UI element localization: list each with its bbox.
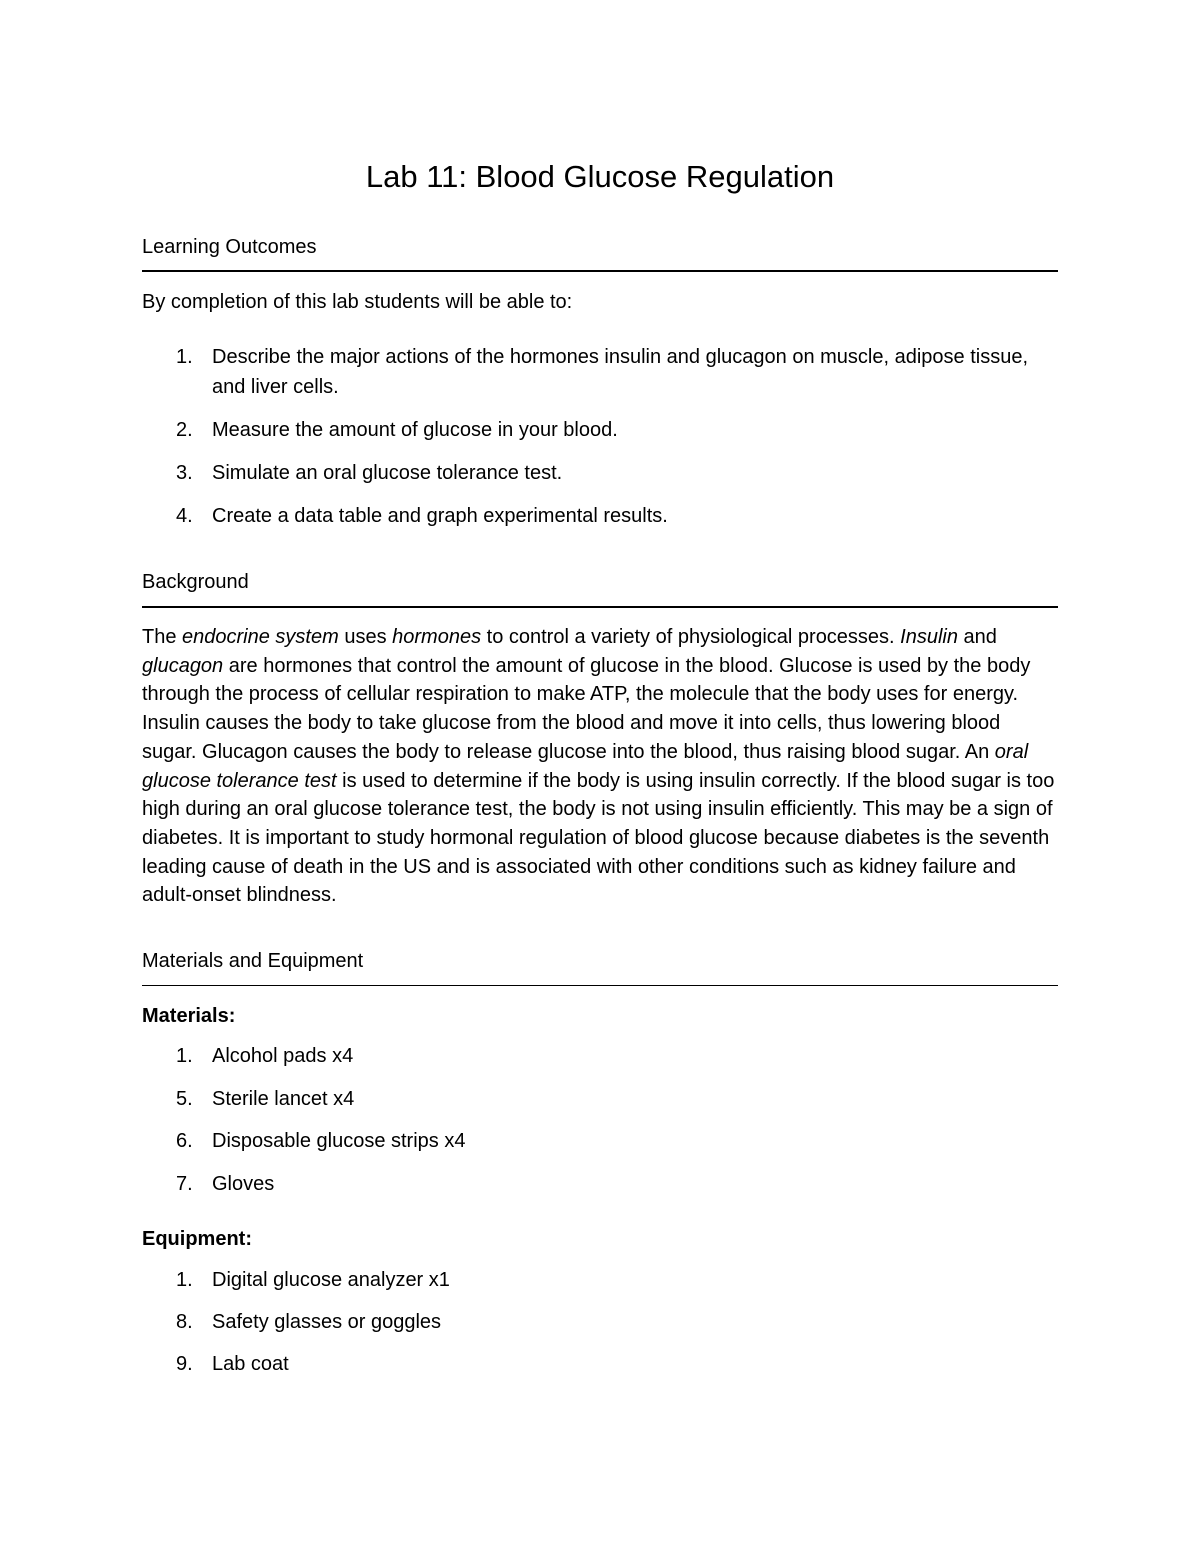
italic-term: glucagon <box>142 654 224 677</box>
section-rule <box>142 606 1058 608</box>
material-item <box>142 1127 1058 1157</box>
learning-outcomes-heading: Learning Outcomes <box>142 236 317 258</box>
list-number: 5. <box>176 1088 193 1110</box>
paragraph-text: The <box>142 626 183 648</box>
list-number: 4. <box>176 505 193 527</box>
list-number: 8. <box>176 1311 193 1333</box>
list-text: Digital glucose analyzer x1 <box>212 1269 450 1291</box>
paragraph-text: to control a variety of physiological processes. <box>481 626 901 648</box>
italic-term: endocrine system <box>182 626 339 648</box>
list-number: 6. <box>176 1130 193 1152</box>
list-number: 7. <box>176 1173 193 1195</box>
list-text: Simulate an oral glucose tolerance test. <box>212 462 563 484</box>
outcome-item <box>142 459 1058 489</box>
materials-label: Materials: <box>142 1005 236 1027</box>
italic-term: oral glucose tolerance test <box>142 740 1029 792</box>
list-text: Sterile lancet x4 <box>212 1088 355 1110</box>
list-number: 1. <box>176 346 193 368</box>
list-text: Disposable glucose strips x4 <box>212 1130 466 1152</box>
list-number: 9. <box>176 1353 193 1375</box>
section-rule <box>142 270 1058 272</box>
outcome-item <box>142 343 1058 402</box>
material-item <box>142 1170 1058 1200</box>
list-text: Create a data table and graph experimental results. <box>212 505 668 527</box>
outcome-item <box>142 416 1058 446</box>
outcome-item <box>142 502 1058 532</box>
list-number: 2. <box>176 419 193 441</box>
material-item <box>142 1042 1058 1072</box>
paragraph-text: are hormones that control the amount of glucose in the blood. Glucose is used by the body through the process of cellular respiration to make ATP, the molecule that the body uses for energy. Insulin causes the body to take glucose from the blood and move it into cells, thus lowering blood sugar. Glucagon causes the body to release glucose into the blood, thus raising blood sugar. An <box>142 654 1031 763</box>
equipment-item <box>142 1308 1058 1338</box>
list-text: Gloves <box>212 1173 275 1195</box>
list-number: 1. <box>176 1269 193 1291</box>
paragraph-text: and <box>957 626 997 648</box>
list-text: Alcohol pads x4 <box>212 1045 354 1067</box>
background-paragraph <box>142 623 1058 910</box>
equipment-item <box>142 1266 1058 1296</box>
learning-outcomes-intro: By completion of this lab students will be able to: <box>142 291 573 313</box>
materials-equipment-heading: Materials and Equipment <box>142 950 364 972</box>
material-item <box>142 1085 1058 1115</box>
italic-term: hormones <box>392 626 482 648</box>
background-heading: Background <box>142 571 249 593</box>
list-text: Measure the amount of glucose in your blood. <box>212 419 618 441</box>
italic-term: Insulin <box>900 626 958 648</box>
list-number: 1. <box>176 1045 193 1067</box>
list-text: Safety glasses or goggles <box>212 1311 442 1333</box>
equipment-label: Equipment: <box>142 1228 252 1250</box>
paragraph-text: uses <box>338 626 393 648</box>
equipment-item <box>142 1350 1058 1380</box>
page-title: Lab 11: Blood Glucose Regulation <box>365 159 835 194</box>
list-number: 3. <box>176 462 193 484</box>
list-text: Describe the major actions of the hormones insulin and glucagon on muscle, adipose tissue, and liver cells. <box>212 346 1029 398</box>
section-rule <box>142 985 1058 986</box>
paragraph-text: is used to determine if the body is using insulin correctly. If the blood sugar is too high during an oral glucose tolerance test, the body is not using insulin efficiently. This may be a sign of diabetes. It is important to study hormonal regulation of blood glucose because diabetes is the seventh leading cause of death in the US and is associated with other conditions such as kidney failure and adult-onset blindness. <box>142 769 1055 907</box>
list-text: Lab coat <box>212 1353 289 1375</box>
